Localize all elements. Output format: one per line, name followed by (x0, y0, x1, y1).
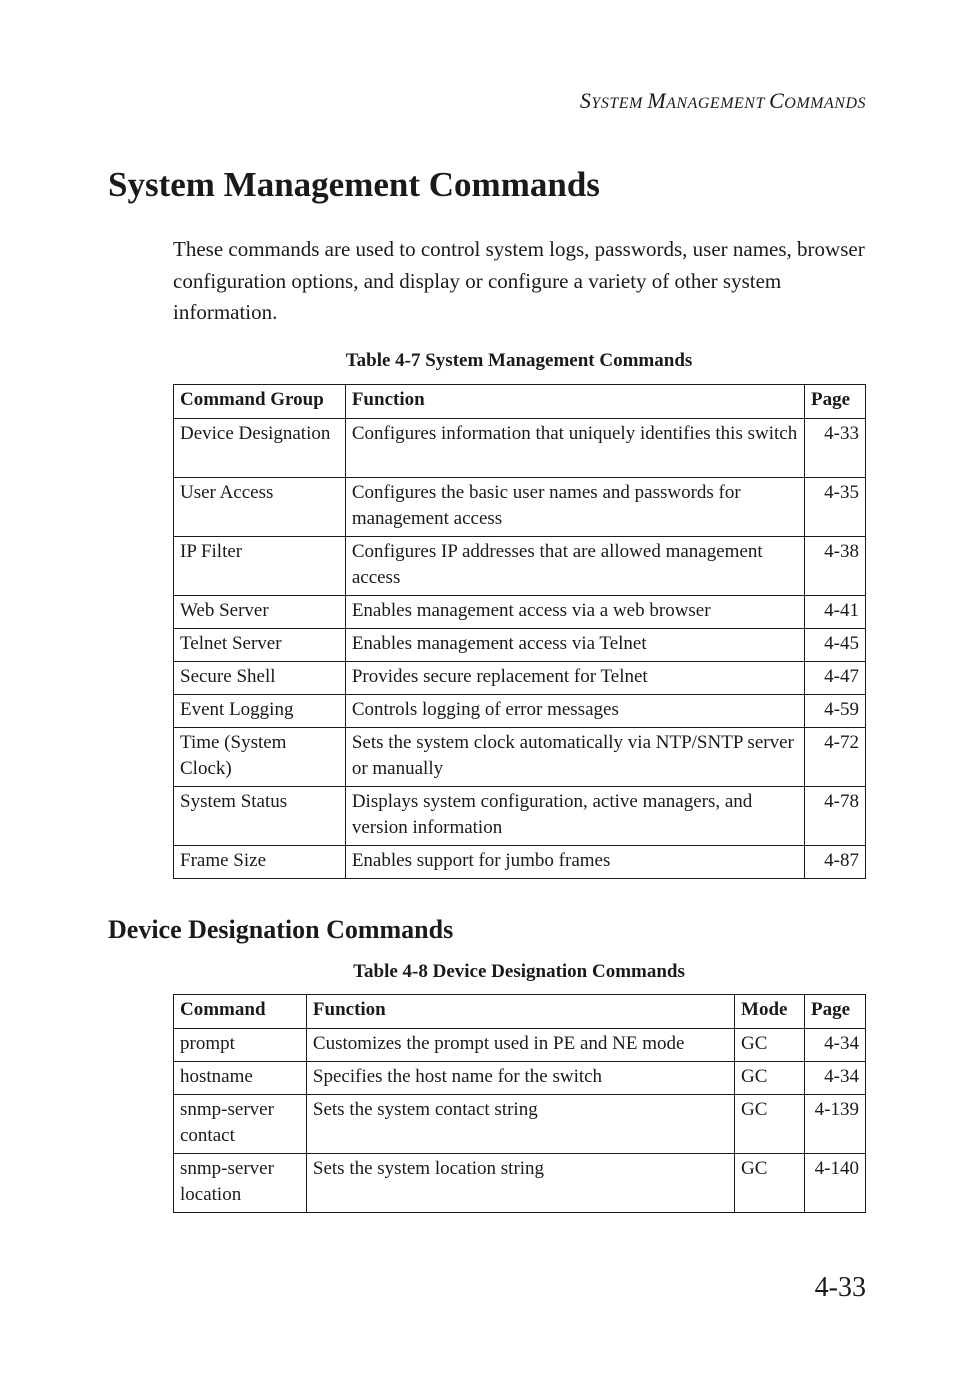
column-header: Page (805, 385, 866, 419)
column-header: Page (805, 995, 866, 1029)
table-row (174, 728, 866, 787)
mode-cell: GC (735, 1095, 805, 1154)
page-cell: 4-139 (805, 1095, 866, 1154)
column-header: Command Group (174, 385, 346, 419)
command-group-cell: System Status (174, 787, 346, 846)
table-row (174, 1062, 866, 1095)
device-designation-commands-table (173, 994, 866, 1213)
function-cell: Enables support for jumbo frames (345, 846, 804, 879)
running-header-smallcaps: ANAGEMENT (666, 95, 770, 112)
page-title: System Management Commands (108, 165, 600, 204)
command-group-cell: Frame Size (174, 846, 346, 879)
intro-paragraph: These commands are used to control system logs, passwords, user names, browser configuration options, and display or configure a variety of other system information. (173, 237, 865, 324)
function-cell: Enables management access via a web browser (345, 596, 804, 629)
command-group-cell: Telnet Server (174, 629, 346, 662)
running-header-letter: C (769, 88, 785, 113)
table-row (174, 537, 866, 596)
column-header: Command (174, 995, 307, 1029)
command-cell: snmp-server contact (174, 1095, 307, 1154)
table-row (174, 1029, 866, 1062)
page-cell: 4-38 (805, 537, 866, 596)
function-cell: Enables management access via Telnet (345, 629, 804, 662)
page-cell: 4-78 (805, 787, 866, 846)
command-group-cell: Device Designation (174, 419, 346, 478)
function-cell: Configures the basic user names and passwords for management access (345, 478, 804, 537)
command-group-cell: IP Filter (174, 537, 346, 596)
table-row (174, 419, 866, 478)
function-cell: Configures information that uniquely identifies this switch (345, 419, 804, 478)
page-number: 4-33 (814, 1272, 866, 1303)
table-row (174, 695, 866, 728)
column-header: Function (345, 385, 804, 419)
column-header: Function (306, 995, 734, 1029)
table-row (174, 662, 866, 695)
page-cell: 4-87 (805, 846, 866, 879)
table-row (174, 478, 866, 537)
running-header-letter: M (647, 88, 667, 113)
running-header (580, 88, 866, 114)
page-cell: 4-47 (805, 662, 866, 695)
command-group-cell: Web Server (174, 596, 346, 629)
section-heading: Device Designation Commands (108, 915, 454, 944)
page-cell: 4-59 (805, 695, 866, 728)
system-management-commands-table (173, 384, 866, 879)
page-cell: 4-41 (805, 596, 866, 629)
function-cell: Sets the system location string (306, 1154, 734, 1213)
table-row (174, 629, 866, 662)
command-group-cell: User Access (174, 478, 346, 537)
function-cell: Sets the system clock automatically via NTP/SNTP server or manually (345, 728, 804, 787)
table-caption: Table 4-8 Device Designation Commands (353, 961, 685, 982)
function-cell: Controls logging of error messages (345, 695, 804, 728)
mode-cell: GC (735, 1062, 805, 1095)
page-cell: 4-45 (805, 629, 866, 662)
function-cell: Provides secure replacement for Telnet (345, 662, 804, 695)
page-cell: 4-34 (805, 1029, 866, 1062)
command-cell: prompt (174, 1029, 307, 1062)
running-header-letter: S (579, 88, 592, 113)
table-row (174, 787, 866, 846)
table-caption: Table 4-7 System Management Commands (345, 350, 693, 371)
function-cell: Customizes the prompt used in PE and NE mode (306, 1029, 734, 1062)
command-group-cell: Time (System Clock) (174, 728, 346, 787)
table-row (174, 1154, 866, 1213)
command-cell: snmp-server location (174, 1154, 307, 1213)
table-header-row (174, 995, 866, 1029)
column-header: Mode (735, 995, 805, 1029)
mode-cell: GC (735, 1154, 805, 1213)
page-cell: 4-34 (805, 1062, 866, 1095)
command-cell: hostname (174, 1062, 307, 1095)
table-row (174, 1095, 866, 1154)
table-row (174, 846, 866, 879)
function-cell: Sets the system contact string (306, 1095, 734, 1154)
page-cell: 4-35 (805, 478, 866, 537)
page-cell: 4-72 (805, 728, 866, 787)
page-cell: 4-33 (805, 419, 866, 478)
function-cell: Configures IP addresses that are allowed management access (345, 537, 804, 596)
table-header-row (174, 385, 866, 419)
mode-cell: GC (735, 1029, 805, 1062)
running-header-smallcaps: YSTEM (591, 95, 648, 112)
running-header-smallcaps: OMMANDS (784, 95, 866, 112)
table-row (174, 596, 866, 629)
function-cell: Displays system configuration, active managers, and version information (345, 787, 804, 846)
function-cell: Specifies the host name for the switch (306, 1062, 734, 1095)
command-group-cell: Secure Shell (174, 662, 346, 695)
command-group-cell: Event Logging (174, 695, 346, 728)
page-cell: 4-140 (805, 1154, 866, 1213)
